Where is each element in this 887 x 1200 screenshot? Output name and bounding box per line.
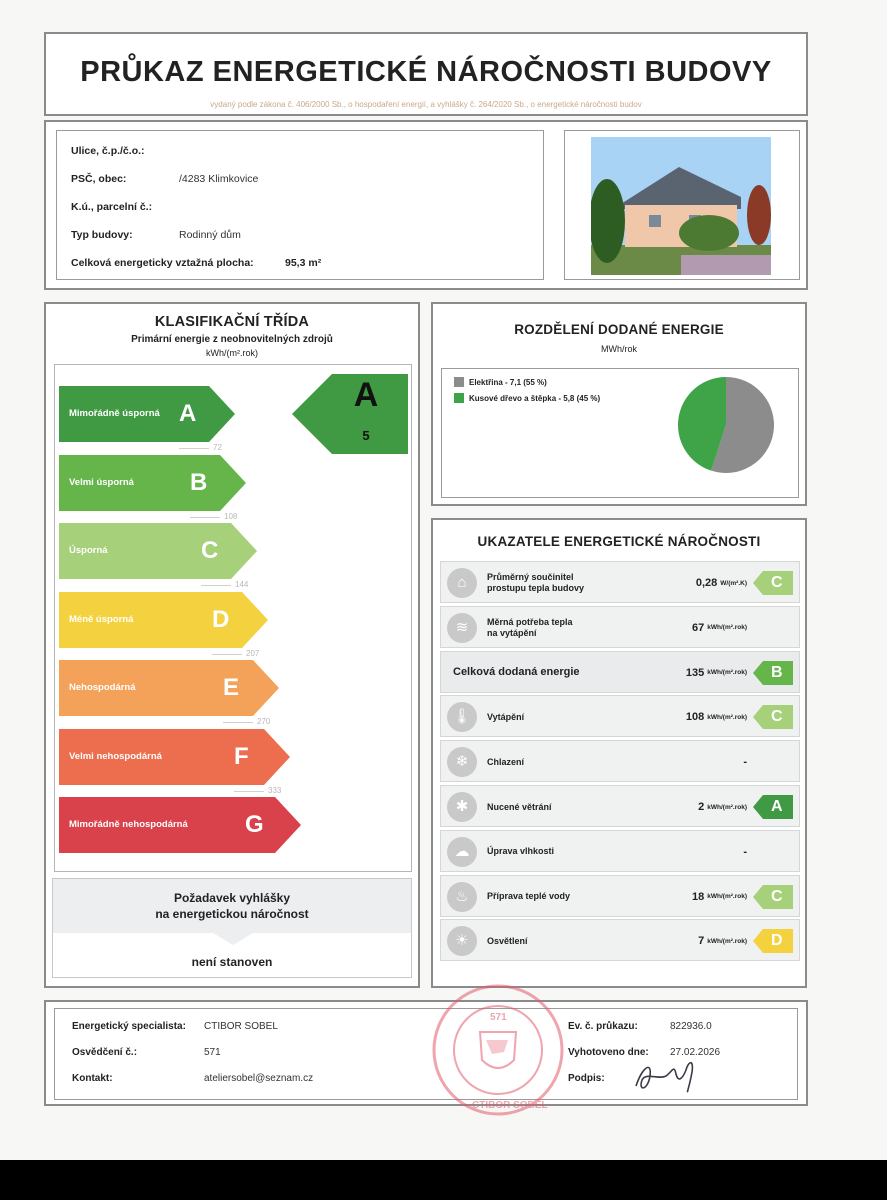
indicator-class-badge xyxy=(753,661,793,685)
indicator-class-badge xyxy=(753,705,793,729)
indicator-name-1: Celková dodaná energie xyxy=(453,666,580,679)
cert-value: 571 xyxy=(204,1047,221,1058)
indicator-value: 7 xyxy=(698,935,705,948)
area-value: 95,3 m² xyxy=(285,257,322,269)
distribution-panel xyxy=(441,368,799,498)
legend-swatch-electricity xyxy=(454,377,464,387)
indicator-class-letter: C xyxy=(771,574,783,591)
photo-panel xyxy=(564,130,800,280)
indicator-name-1: Průměrný součinitel xyxy=(487,572,574,582)
psc-label: PSČ, obec: xyxy=(71,173,127,185)
indicator-value: 0,28 xyxy=(695,577,718,589)
requirement-pointer xyxy=(213,933,253,945)
class-threshold: 207 xyxy=(246,648,260,658)
date-label: Vyhotoveno dne: xyxy=(568,1047,649,1058)
fan-icon: ✱ xyxy=(447,792,477,822)
class-label-d: Méně úsporná xyxy=(69,613,134,625)
house-icon: ⌂ xyxy=(447,568,477,598)
area-label: Celková energeticky vztažná plocha: xyxy=(71,257,254,269)
class-label-f: Velmi nehospodárná xyxy=(69,750,162,762)
indicator-unit: kWh/(m².rok) xyxy=(707,937,747,945)
indicator-value: 135 xyxy=(685,666,705,679)
indicator-name-1: Měrná potřeba tepla xyxy=(487,616,573,627)
heat-demand-icon: ≋ xyxy=(447,613,477,643)
class-arrow-f xyxy=(59,729,292,785)
indicator-row xyxy=(440,606,800,648)
class-threshold: 270 xyxy=(257,717,271,726)
indicator-class-letter: B xyxy=(771,663,783,681)
indicator-class-badge xyxy=(753,929,793,953)
indicator-name-1: Vytápění xyxy=(487,711,525,722)
type-value: Rodinný dům xyxy=(179,229,241,241)
page-title: PRŮKAZ ENERGETICKÉ NÁROČNOSTI BUDOVY xyxy=(80,56,772,88)
date-value: 27.02.2026 xyxy=(670,1047,721,1058)
requirement-panel xyxy=(52,878,412,978)
energy-pie-chart xyxy=(676,375,776,475)
indicator-name-1: Úprava vlhkosti xyxy=(487,846,555,857)
indicator-unit: kWh/(m².rok) xyxy=(707,669,747,677)
distribution-box xyxy=(431,302,807,506)
indicator-name-1: Osvětlení xyxy=(487,935,528,946)
threshold-line xyxy=(234,791,264,792)
indicator-name-2: prostupu tepla budovy xyxy=(487,583,585,593)
indicator-unit: kWh/(m².rok) xyxy=(707,624,747,632)
class-arrow-b xyxy=(59,455,248,511)
requirement-title-2: na energetickou náročnost xyxy=(155,907,309,921)
indicator-unit: kWh/(m².rok) xyxy=(707,713,747,721)
legend-electricity xyxy=(454,377,547,387)
class-label-e: Nehospodárná xyxy=(69,682,136,693)
indicator-row xyxy=(440,875,800,917)
indicator-class-letter: D xyxy=(771,932,783,950)
street-label: Ulice, č.p./č.o.: xyxy=(71,145,145,157)
requirement-title-1: Požadavek vyhlášky xyxy=(173,891,291,905)
contact-label: Kontakt: xyxy=(72,1073,113,1084)
result-letter: A xyxy=(353,376,379,414)
official-stamp xyxy=(428,980,568,1120)
classification-subtitle: Primární energie z neobnovitelných zdrojů xyxy=(131,334,333,345)
class-threshold: 333 xyxy=(268,785,282,795)
legend-swatch-wood xyxy=(454,393,464,403)
indicator-name-1: Nucené větrání xyxy=(487,801,552,812)
class-letter-c: C xyxy=(201,537,219,564)
indicator-row xyxy=(440,919,800,961)
sign-label: Podpis: xyxy=(568,1073,605,1084)
result-value: 5 xyxy=(362,428,370,443)
distribution-unit: MWh/rok xyxy=(601,344,637,354)
stamp-name: CTIBOR SOBEL xyxy=(472,1100,548,1111)
class-threshold: 144 xyxy=(235,580,249,589)
lightbulb-icon: ☀ xyxy=(447,926,477,956)
threshold-line xyxy=(179,448,209,449)
requirement-value: není stanoven xyxy=(191,955,273,969)
ku-label: K.ú., parcelní č.: xyxy=(71,201,153,213)
indicator-row xyxy=(440,740,800,782)
class-letter-d: D xyxy=(212,605,230,633)
indicator-value: 2 xyxy=(698,801,705,813)
building-photo xyxy=(591,137,771,275)
result-marker xyxy=(292,374,408,454)
class-label-a: Mimořádně úsporná xyxy=(69,408,160,419)
stamp-number: 571 xyxy=(490,1012,507,1023)
indicator-row xyxy=(440,561,800,603)
class-letter-g: G xyxy=(245,811,264,838)
indicator-value: - xyxy=(743,845,747,858)
specialist-label: Energetický specialista: xyxy=(72,1021,186,1032)
threshold-line xyxy=(201,585,231,586)
indicator-class-badge xyxy=(753,885,793,909)
class-arrow-c xyxy=(59,523,259,579)
humidity-icon: ☁ xyxy=(447,837,477,867)
contact-value: ateliersobel@seznam.cz xyxy=(204,1073,314,1084)
building-info-panel xyxy=(56,130,544,280)
psc-value: /4283 Klimkovice xyxy=(179,173,259,185)
class-threshold: 108 xyxy=(224,511,238,521)
indicator-class-letter: C xyxy=(771,887,783,905)
indicator-unit: kWh/(m².rok) xyxy=(707,803,747,811)
specialist-value: CTIBOR SOBEL xyxy=(204,1021,278,1032)
indicator-value: 67 xyxy=(692,621,705,634)
ev-label: Ev. č. průkazu: xyxy=(568,1021,638,1032)
classification-title: KLASIFIKAČNÍ TŘÍDA xyxy=(154,314,310,330)
indicator-value: 108 xyxy=(685,711,705,724)
ev-value: 822936.0 xyxy=(670,1021,712,1032)
indicator-class-badge xyxy=(753,795,793,819)
indicator-name-1: Chlazení xyxy=(487,756,525,767)
signature xyxy=(628,1050,708,1100)
cooling-icon: ❄ xyxy=(447,747,477,777)
class-letter-b: B xyxy=(190,468,208,496)
threshold-line xyxy=(190,517,220,518)
type-label: Typ budovy: xyxy=(71,229,133,241)
indicator-unit: kWh/(m².rok) xyxy=(707,893,747,901)
threshold-line xyxy=(223,722,253,723)
distribution-title: ROZDĚLENÍ DODANÉ ENERGIE xyxy=(514,322,724,337)
legend-label-electricity: Elektřina - 7,1 (55 %) xyxy=(469,377,547,387)
class-threshold: 72 xyxy=(213,443,222,452)
indicator-class-letter: A xyxy=(771,798,783,815)
indicator-value: 18 xyxy=(692,890,705,903)
indicator-row xyxy=(440,785,800,827)
heating-icon: 🌡 xyxy=(447,702,477,732)
indicator-row xyxy=(440,695,800,737)
class-letter-f: F xyxy=(234,742,249,770)
building-info-box xyxy=(44,120,808,290)
class-letter-e: E xyxy=(223,674,240,701)
indicator-unit: W/(m².K) xyxy=(720,579,747,587)
threshold-line xyxy=(212,654,242,655)
legend-label-wood: Kusové dřevo a štěpka - 5,8 (45 %) xyxy=(469,393,601,403)
class-arrow-e xyxy=(59,660,281,716)
class-label-b: Velmi úsporná xyxy=(69,476,134,488)
indicator-value: - xyxy=(743,756,747,769)
indicator-name-2: na vytápění xyxy=(487,627,537,638)
bottom-bar xyxy=(0,1160,887,1200)
header-box xyxy=(44,32,808,116)
indicator-class-letter: C xyxy=(771,708,783,726)
indicator-row xyxy=(440,651,800,693)
class-label-g: Mimořádně nehospodárná xyxy=(69,819,188,830)
indicator-row xyxy=(440,830,800,872)
class-arrow-g xyxy=(59,797,303,853)
page-subtitle: vydaný podle zákona č. 406/2000 Sb., o hospodaření energií, a vyhlášky č. 264/2020 Sb., o energetické náročnosti budov xyxy=(210,100,642,109)
class-label-c: Úsporná xyxy=(69,545,108,556)
legend-wood xyxy=(454,393,600,403)
indicator-name-1: Příprava teplé vody xyxy=(487,891,571,902)
class-letter-a: A xyxy=(179,400,197,427)
classification-unit: kWh/(m².rok) xyxy=(206,348,258,358)
water-tap-icon: ♨ xyxy=(447,882,477,912)
class-arrow-d xyxy=(59,592,270,648)
cert-label: Osvědčení č.: xyxy=(72,1047,138,1058)
indicators-title: UKAZATELE ENERGETICKÉ NÁROČNOSTI xyxy=(477,534,761,549)
class-arrow-a xyxy=(59,386,237,442)
indicator-class-badge xyxy=(753,571,793,595)
